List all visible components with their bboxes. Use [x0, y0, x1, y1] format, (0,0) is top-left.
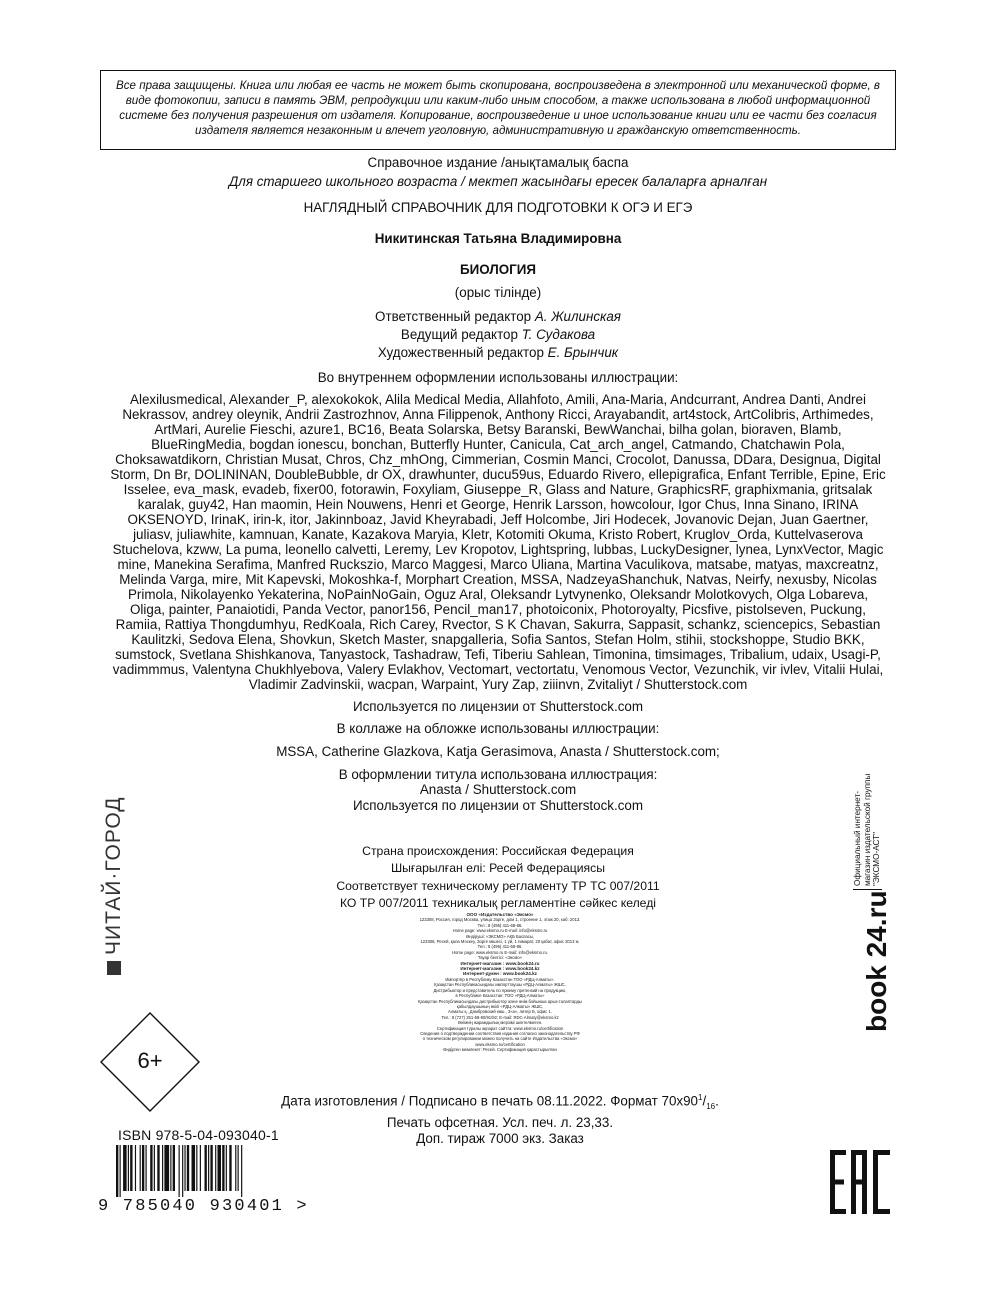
imprint-line: в Республике Казахстан: ТОО «РДЦ-Алматы» — [455, 993, 545, 999]
production-info — [230, 1090, 770, 1147]
regulation-ru: Соответствует техническому регламенту ТР ТС 007/2011 — [336, 879, 660, 893]
edition-type: Справочное издание /анықтамалық баспа — [367, 155, 629, 170]
art-editor-name: Е. Брынчик — [547, 345, 619, 360]
book-title: БИОЛОГИЯ — [460, 262, 536, 277]
barcode-bar — [140, 1145, 141, 1191]
barcode-bar — [150, 1145, 152, 1191]
barcode-bar — [210, 1145, 212, 1191]
audience: Для старшего школьного возраста / мектеп жасындағы ересек балаларға арналған — [228, 174, 768, 189]
imprint-line: Интернет-магазин : www.book24.kz — [460, 966, 540, 972]
barcode-bar — [130, 1145, 132, 1191]
imprint-line: Қазақстан Республикасындағы дистрибьютор және өнім бойынша арыз-талаптарды — [418, 998, 582, 1004]
imprint-line: Қазақстан Республикасындағы импорттаушы «РДЦ-Алматы» ЖШС. — [434, 982, 566, 988]
barcode-bar — [229, 1145, 231, 1191]
lead-editor — [100, 326, 896, 343]
rights-notice: Все права защищены. Книга или любая ее часть не может быть скопирована, воспроизведена в электронной или механической форме, в виде фотокопии, записи в память ЭВМ, репродукции или каким-либо иным способом, а также использована в любой информационной системе без получения разрешения от издателя. Копирование, воспроизведение и иное использование книги или ее части без согласия издателя является незаконным и влечет уголовную, административную и гражданскую ответственность. — [100, 70, 896, 150]
barcode-bar — [238, 1145, 239, 1191]
lead-editor-name: Т. Судакова — [521, 327, 596, 342]
barcode-bar — [187, 1145, 189, 1191]
imprint-line: Алматы қ., Домбровский көш., 3«а», литер Б, офис 1. — [448, 1009, 552, 1015]
imprint-line: 123308, Ресей, қала Мәскеу, Зорге көшесі, 1 үй, 1 ғимарат, 20 қабат, офис 2013 ж. — [420, 939, 580, 945]
barcode-bar — [123, 1145, 127, 1191]
barcode-bar — [128, 1145, 129, 1191]
cover-credits: MSSA, Catherine Glazkova, Katja Gerasimova, Anasta / Shutterstock.com; — [276, 744, 720, 759]
origin-ru: Страна происхождения: Российская Федерация — [362, 844, 634, 858]
barcode-bar — [205, 1145, 207, 1191]
chitai-gorod-mark-icon — [107, 961, 121, 975]
main-colophon — [100, 154, 896, 814]
book24-logo: book 24.ru — [861, 890, 892, 1032]
imprint-line: Тел.: 8 (727) 251-59-90/91/92; E-mail: RDC-Almaty@eksmo.kz — [441, 1014, 559, 1020]
barcode-bar — [142, 1145, 144, 1191]
imprint-line: Home page: www.eksmo.ru E-mail: info@eksmo.ru. — [452, 949, 548, 955]
imprint-line: 123308, Россия, город Москва, улица Зорге, дом 1, строение 1, этаж 20, каб. 2013. — [419, 917, 581, 923]
production-line-3: Доп. тираж 7000 экз. Заказ — [416, 1131, 584, 1147]
illustrator-credits: Alexilusmedical, Alexander_P, alexokokok, Alila Medical Media, Allahfoto, Amili, Ana-Maria, Andcurrant, Andrea Danti, Andrei Nekrassov, andrey oleynik, Andrii Zastrozhnov, Anna Filippenok, Anthony Ricci, Arayabandit, art4stock, ArtColibris, Arthimedes, ArtMari, Aurelie Fieschi, azure1, BC16, Beata Solarska, Betsy Baranski, BewWanchai, bilha golan, bioraven, Blamb, BlueRingMedia, bogdan ionescu, bonchan, Butterfly Hunter, Canicula, Cat_arch_angel, Catmando, Chatchawin Pola, Choksawatdikorn, Christian Musat, Chros, Chz_mhOng, Cimmerian, Cosmin Manci, Crocolot, Danussa, DDara, Designua, Digital Storm, Dn Br, DOLININAN, DoubleBubble, dr OX, drawhunter, ducu59us, Eduardo Rivero, ellepigrafica, Enfant Terrible, Epine, Eric Isselee, eva_mask, evadeb, fixer00, fotorawin, Foxyliam, Giuseppe_R, Glass and Nature, GraphicsRF, graphixmania, gritsalak karalak, guy42, Han maomin, Hein Nouwens, Henri et George, Henrik Larsson, howcolour, Igor Chus, Inna Sinano, IRINA OKSENOYD, IrinaK, irin-k, itor, Jakinnboaz, Javid Kheyrabadi, Jeff Holcombe, Jiri Hodecek, Jovanovic Dejan, Juan Gaertner, juliasv, juliawhite, kamnuan, Kanate, Kazakova Maryia, Kletr, Kotomiti Okuma, Kristo Robert, Kruglov_Orda, Kuttelvaserova Stuchelova, kzww, La puma, leonello calvetti, Leremy, Lev Kropotov, Lightspring, lubbas, LuckyDesigner, lynea, LynxVector, Magic mine, Manekina Serafima, Manfred Ruckszio, Marco Maggesi, Marco Uliana, Martina Vaculikova, matsabe, matyas, maxcreatnz, Melinda Varga, mire, Mit Kapevski, Mokoshka-f, Morphart Creation, MSSA, NadzeyaShanchuk, Natvas, Neirfy, nexusby, Nicolas Primola, Nikolayenko Yekaterina, NoPainNoGain, Oguz Aral, Oleksandr Lytvynenko, Oleksandr Molotkovych, Olga Lobareva, Oliga, painter, Panaiotidi, Panda Vector, panor156, Pencil_man17, photoiconix, Photoroyalty, Picsfive, pistolseven, Puckung, Ramiia, Rattiya Thongdumhyu, RedKoala, Rich Carey, Rvector, S K Chavan, Sakurra, Sappasit, schankz, sciencepics, Sebastian Kaulitzki, Sedova Elena, Shovkun, Sketch Master, snapgalleria, Sofia Santos, Stefan Holm, stihii, stockshoppe, Studio BKK, sumstock, Svetlana Shishkanova, Tanyastock, Tashadraw, Tefi, Tiberiu Sahlean, Timonina, timsimages, Tribalium, udaix, Usagi-P, vadimmmus, Valentyna Chukhlyebova, Valery Evlakhov, Vectomart, vectortatu, Venomous Vector, Vezunchik, vir ivlev, Vitalii Hulai, Vladimir Zadvinskii, wacpan, Warpaint, Yury Zap, ziiinvn, Zvitaliyt / Shutterstock.com — [110, 392, 886, 692]
imprint-line: www.eksmo.ru/certification — [475, 1041, 525, 1047]
imprint-line: Сведения о подтверждении соответствия издания согласно законодательству РФ — [420, 1030, 580, 1036]
chitai-gorod-logo — [102, 797, 126, 975]
format-denominator: 16 — [706, 1102, 716, 1112]
barcode-bar — [157, 1145, 159, 1191]
production-line-1: Дата изготовления / Подписано в печать 08.11.2022. Формат $70x90^1/_{16}$. — [281, 1093, 719, 1112]
barcode-bar — [170, 1145, 171, 1191]
publisher-imprint — [390, 912, 610, 1053]
illustrations-heading: Во внутреннем оформлении использованы иллюстрации: — [317, 370, 679, 385]
imprint-line: Тауар белгісі: «Эксмо» — [477, 955, 523, 961]
barcode — [116, 1145, 296, 1197]
title-page-credit: Anasta / Shutterstock.com — [419, 782, 577, 797]
barcode-bar — [222, 1145, 224, 1191]
imprint-line: о техническом регулировании можно получить на сайте Издательства «Эксмо» — [422, 1036, 578, 1042]
book24-caption: Официальный интернет-магазин издательской группы "ЭКСМО-АСТ" — [853, 766, 882, 886]
barcode-bar — [208, 1145, 209, 1191]
title-page-heading: В оформлении титула использована иллюстрация: — [338, 767, 658, 782]
imprint-line: Интернет-дүкен : www.book24.kz — [463, 971, 537, 977]
production-line-2: Печать офсетная. Усл. печ. л. 23,33. — [386, 1115, 614, 1131]
barcode-bar — [135, 1145, 136, 1191]
production-date-format: Дата изготовления / Подписано в печать 08.11.2022. Формат 70x90 — [281, 1093, 698, 1109]
chitai-gorod-text: ЧИТАЙ·ГОРОД — [102, 796, 125, 955]
barcode-bar — [184, 1145, 185, 1191]
production-line-1-end: . — [715, 1093, 719, 1109]
imprint-line: Өндірген мемлекет: Ресей. Сертификация қарастырылған — [443, 1047, 557, 1053]
responsible-editor — [100, 308, 896, 325]
responsible-editor-name: А. Жилинская — [534, 309, 621, 324]
art-editor-label: Художественный редактор — [377, 345, 544, 360]
regulation-kz: КО ТР 007/2011 техникалық регламентіне сәйкес келеді — [339, 896, 657, 910]
eac-mark-icon — [830, 1150, 890, 1214]
imprint-line: Интернет-магазин : www.book24.ru — [460, 960, 540, 966]
barcode-bar — [200, 1145, 201, 1191]
barcode-bar — [116, 1145, 118, 1197]
barcode-bar — [241, 1145, 242, 1197]
imprint-line: Өндіруші: «ЭКСМО» АҚБ Баспасы, — [465, 933, 535, 939]
barcode-bar — [146, 1145, 147, 1191]
language-note: (орыс тілінде) — [454, 285, 542, 300]
barcode-bar — [120, 1145, 121, 1197]
imprint-line: Сертификация туралы ақпарат сайтта: www.eksmo.ru/certification — [436, 1025, 564, 1031]
lead-editor-label: Ведущий редактор — [400, 327, 518, 342]
barcode-digits: 9 785040 930401 > — [98, 1197, 309, 1216]
cover-heading: В коллаже на обложке использованы иллюстрации: — [336, 721, 660, 736]
barcode-bar — [196, 1145, 197, 1191]
barcode-bar — [182, 1145, 183, 1197]
imprint-line: Дистрибьютор и представитель по приему претензий на продукцию, — [433, 987, 567, 993]
format-numerator: 1 — [698, 1093, 703, 1102]
imprint-line: Өнімнің жарамдылық мерзімі шектелмеген. — [457, 1020, 543, 1026]
age-rating: 6+ — [137, 1048, 163, 1073]
barcode-bar — [162, 1145, 163, 1191]
license-note: Используется по лицензии от Shutterstock.com — [352, 699, 644, 714]
origin-block — [200, 843, 796, 911]
series-title: НАГЛЯДНЫЙ СПРАВОЧНИК ДЛЯ ПОДГОТОВКИ К ОГЭ И ЕГЭ — [303, 200, 693, 215]
imprint-line: Home page: www.eksmo.ru E-mail: info@eksmo.ru — [452, 928, 548, 934]
barcode-bar — [173, 1145, 175, 1191]
barcode-bar — [226, 1145, 227, 1191]
imprint-line: қабылдаушының өкілі «РДЦ-Алматы» ЖШС, — [456, 1003, 544, 1009]
license-note-2: Используется по лицензии от Shutterstock.com — [352, 798, 644, 813]
barcode-bar — [192, 1145, 196, 1191]
barcode-bar — [164, 1145, 169, 1191]
author: Никитинская Татьяна Владимировна — [374, 231, 622, 246]
imprint-line: Тел.: 8 (495) 411-68-86. — [477, 944, 523, 950]
imprint-line: Тел.: 8 (495) 411-68-86. — [477, 922, 523, 928]
origin-kz: Шығарылған елі: Ресей Федерациясы — [390, 861, 605, 875]
barcode-bar — [179, 1145, 180, 1197]
barcode-bar — [235, 1145, 236, 1191]
responsible-editor-label: Ответственный редактор — [375, 309, 532, 324]
imprint-line: Импортёр в Республику Казахстан ТОО «РДЦ-Алматы». — [445, 976, 555, 982]
barcode-bar — [154, 1145, 155, 1191]
art-editor — [100, 344, 896, 361]
barcode-bar — [217, 1145, 221, 1191]
imprint-line: ООО «Издательство «Эксмо» — [466, 912, 534, 917]
barcode-bar — [215, 1145, 216, 1191]
isbn: ISBN 978-5-04-093040-1 — [118, 1127, 279, 1143]
